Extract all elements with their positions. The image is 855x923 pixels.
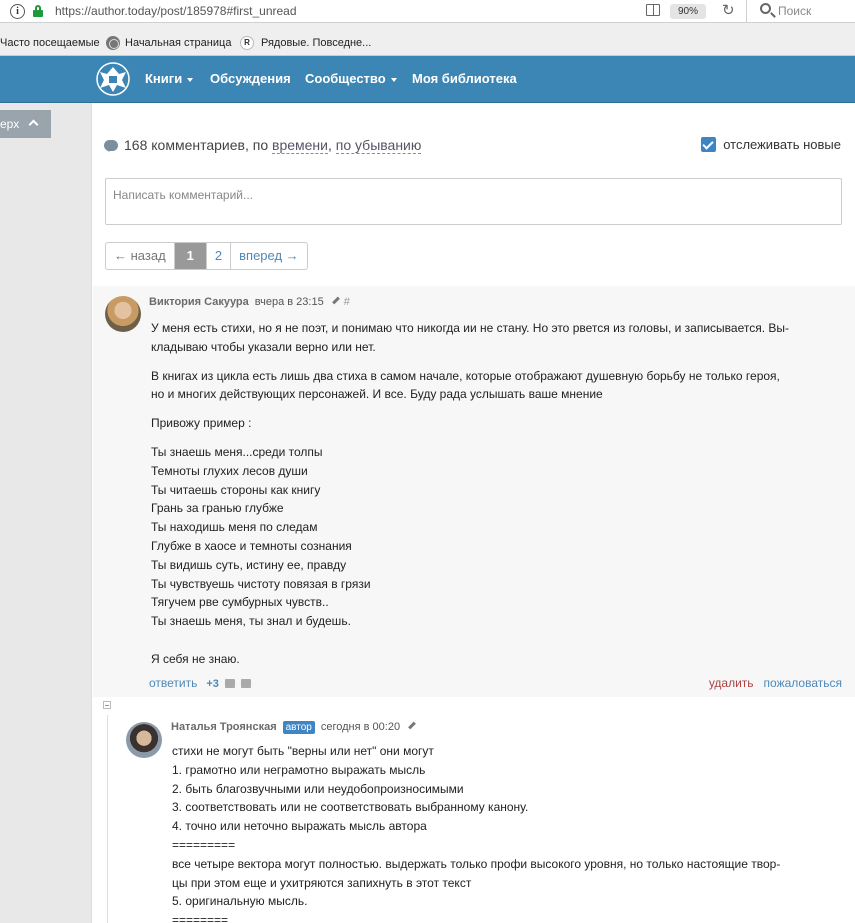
track-new-label: отслеживать новые bbox=[723, 137, 841, 152]
url-field[interactable]: https://author.today/post/185978#first_unread bbox=[55, 4, 297, 18]
nav-community[interactable] bbox=[305, 71, 397, 86]
browser-address-bar bbox=[0, 0, 855, 23]
caret-down-icon bbox=[391, 78, 397, 82]
bookmarks-bar bbox=[0, 23, 855, 56]
edit-icon[interactable] bbox=[332, 297, 340, 305]
comment-meta bbox=[171, 721, 420, 733]
comment-actions bbox=[149, 676, 251, 690]
avatar[interactable] bbox=[126, 722, 162, 758]
poem-line: Грань за гранью глубже bbox=[151, 501, 284, 516]
info-icon[interactable]: i bbox=[10, 4, 25, 19]
poem-line: Тягучем рве сумбурных чувств.. bbox=[151, 595, 329, 610]
nav-discussions[interactable]: Обсуждения bbox=[210, 71, 291, 86]
zoom-indicator[interactable]: 90% bbox=[670, 4, 706, 19]
comment-line: стихи не могут быть "верны или нет" они могут bbox=[172, 744, 434, 758]
globe-icon bbox=[106, 36, 120, 50]
poem-line: Ты знаешь меня...среди толпы bbox=[151, 444, 323, 459]
poem-line: Ты чувствуешь чистоту повязая в грязи bbox=[151, 576, 371, 591]
edit-icon[interactable] bbox=[408, 722, 416, 730]
comment-admin-actions bbox=[709, 676, 842, 690]
comment-time[interactable]: вчера в 23:15 bbox=[254, 296, 324, 308]
comments-count: 168 комментариев, по bbox=[124, 137, 269, 153]
comment-line: 4. точно или неточно выражать мысль автора bbox=[172, 819, 427, 834]
site-logo-icon[interactable] bbox=[95, 62, 131, 96]
comments-icon bbox=[104, 140, 118, 151]
prev-page-button[interactable]: ← назад bbox=[106, 243, 175, 269]
next-page-button[interactable]: вперед → bbox=[239, 248, 299, 263]
poem-line: Я себя не знаю. bbox=[151, 651, 240, 666]
bookmark-home-page[interactable]: Начальная страница bbox=[125, 37, 232, 49]
comment-line: 3. соответствовать или не соответствовать выбранному канону. bbox=[172, 800, 529, 815]
poem-line: Ты знаешь меня, ты знал и будешь. bbox=[151, 614, 351, 629]
comment-line: У меня есть стихи, но я не поэт, и понимаю что никогда ии не стану. Но это рвется из головы, и записывается. Вы- bbox=[151, 321, 789, 335]
comment-line: В книгах из цикла есть лишь два стиха в самом начале, которые отображают душевную борьбу не только героя, bbox=[151, 368, 780, 383]
search-input[interactable]: Поиск bbox=[778, 4, 812, 18]
thumbs-down-icon[interactable] bbox=[241, 679, 251, 688]
lock-icon[interactable] bbox=[33, 5, 43, 17]
comment-body bbox=[151, 319, 846, 669]
page-2-button[interactable]: 2 bbox=[207, 243, 231, 269]
reply-button[interactable]: ответить bbox=[149, 676, 198, 690]
nav-books[interactable] bbox=[145, 71, 193, 86]
avatar[interactable] bbox=[105, 296, 141, 332]
scroll-to-top-button[interactable] bbox=[0, 110, 51, 138]
thumbs-up-icon[interactable] bbox=[225, 679, 235, 688]
nav-community-label: Сообщество bbox=[305, 71, 386, 86]
comment-line: Привожу пример : bbox=[151, 416, 252, 431]
comment-line: 1. грамотно или неграмотно выражать мысль bbox=[172, 762, 426, 777]
comments-header bbox=[104, 137, 421, 153]
poem-line bbox=[151, 631, 846, 650]
permalink-hash[interactable]: # bbox=[343, 296, 350, 308]
comment bbox=[93, 286, 855, 697]
separator bbox=[746, 0, 747, 23]
left-gutter bbox=[0, 103, 91, 923]
track-new-toggle[interactable] bbox=[701, 137, 841, 152]
sort-order-link[interactable]: по убыванию bbox=[335, 137, 422, 153]
reload-icon[interactable]: ↻ bbox=[722, 2, 735, 19]
chevron-up-icon bbox=[29, 120, 39, 130]
vote-count: +3 bbox=[206, 678, 219, 690]
sort-by-time-link[interactable]: времени bbox=[272, 137, 328, 153]
page-1-button[interactable]: 1 bbox=[175, 243, 207, 269]
comment-line: но и многих действующих персонажей. И все. Буду рада услышать ваше мнение bbox=[151, 387, 603, 402]
track-new-checkbox[interactable] bbox=[701, 137, 716, 152]
author-badge: автор bbox=[283, 721, 315, 734]
nav-my-library[interactable]: Моя библиотека bbox=[412, 71, 517, 86]
comment-line: 5. оригинальную мысль. bbox=[172, 894, 308, 909]
poem-line: Темноты глухих лесов души bbox=[151, 463, 308, 478]
nav-books-label: Книги bbox=[145, 71, 183, 86]
site-favicon-icon: R bbox=[240, 36, 254, 50]
collapse-thread-button[interactable] bbox=[103, 701, 111, 709]
thread-line bbox=[107, 715, 108, 923]
bookmark-most-visited[interactable]: Часто посещаемые bbox=[0, 37, 100, 49]
poem-line: Ты читаешь стороны как книгу bbox=[151, 482, 321, 497]
comment-time[interactable]: сегодня в 00:20 bbox=[320, 721, 401, 733]
comment-meta bbox=[149, 296, 350, 308]
sort-separator: , bbox=[327, 137, 332, 153]
comment-line: ========= bbox=[172, 837, 236, 852]
comment-line: 2. быть благозвучными или неудобопроизносимыми bbox=[172, 781, 464, 796]
scroll-to-top-label: ерх bbox=[0, 117, 20, 131]
comment-author[interactable]: Наталья Троянская bbox=[171, 721, 277, 733]
comment-input[interactable]: Написать комментарий... bbox=[105, 178, 842, 225]
search-icon bbox=[760, 3, 771, 14]
comments-panel bbox=[91, 103, 855, 923]
comment-body bbox=[172, 742, 844, 923]
comment-line: ======== bbox=[172, 913, 229, 923]
comment-line: все четыре вектора могут полностью. выдержать только профи высокого уровня, но только настоящие твор- bbox=[172, 856, 781, 871]
report-button[interactable]: пожаловаться bbox=[763, 676, 842, 690]
pagination bbox=[105, 242, 308, 270]
poem-line: Глубже в хаосе и темноты сознания bbox=[151, 538, 352, 553]
reader-view-icon[interactable] bbox=[646, 4, 660, 16]
delete-button[interactable]: удалить bbox=[708, 676, 754, 690]
comment-line: цы при этом еще и ухитряются запихнуть в этот текст bbox=[172, 875, 472, 890]
poem-line: Ты находишь меня по следам bbox=[151, 520, 318, 535]
caret-down-icon bbox=[187, 78, 193, 82]
bookmark-ryadovye[interactable]: Рядовые. Повседне... bbox=[261, 37, 372, 49]
comment-line: кладываю чтобы указали верно или нет. bbox=[151, 339, 376, 354]
comment-author[interactable]: Виктория Сакуура bbox=[149, 296, 249, 308]
poem-line: Ты видишь суть, истину ее, правду bbox=[151, 557, 347, 572]
site-navbar bbox=[0, 56, 855, 103]
